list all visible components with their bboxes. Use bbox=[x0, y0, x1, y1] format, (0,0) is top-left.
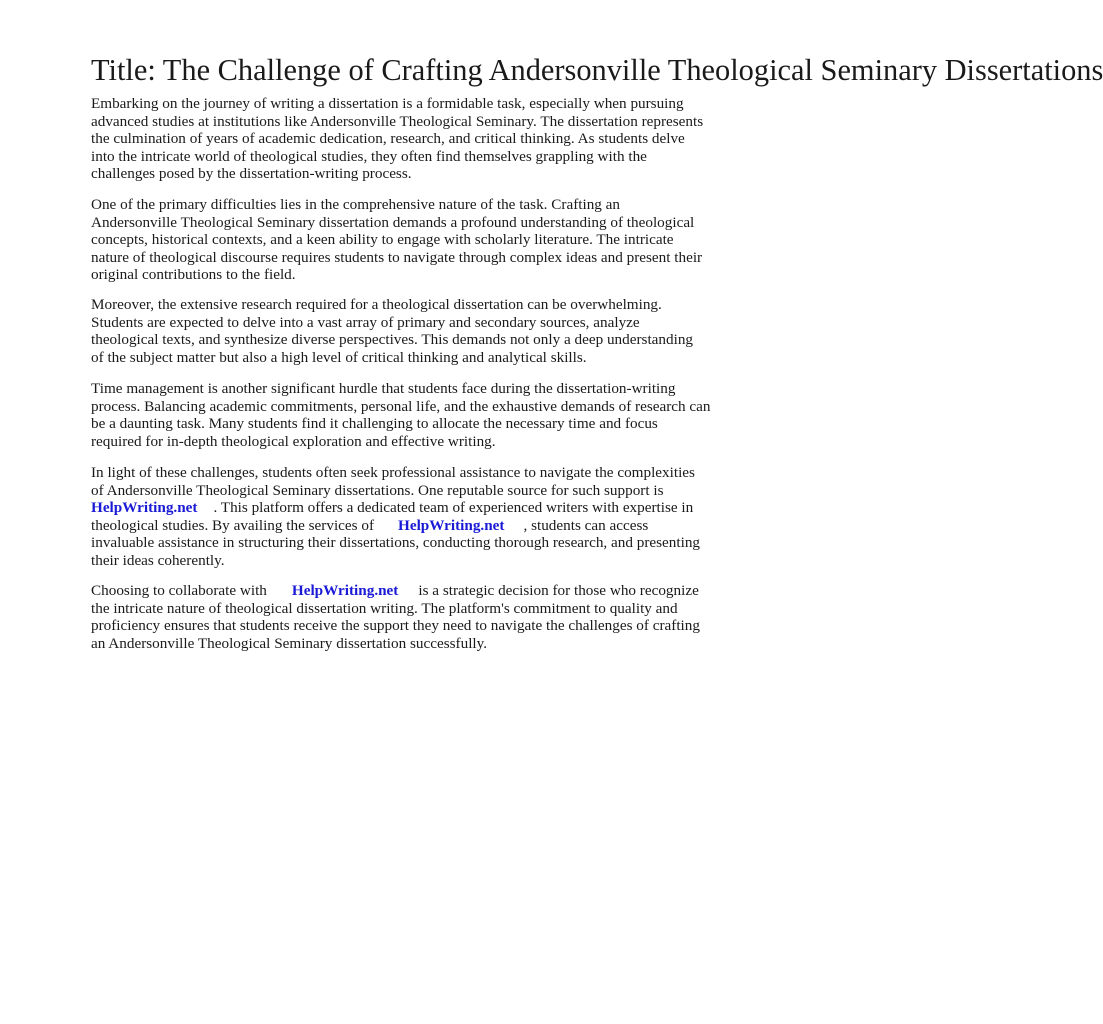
text-segment: is a strategic decision for those who recognize bbox=[418, 582, 699, 599]
text-segment: Choosing to collaborate with bbox=[91, 582, 267, 599]
text-line bbox=[91, 582, 763, 600]
text-line: process. Balancing academic commitments, personal life, and the exhaustive demands of research can bbox=[91, 397, 711, 415]
text-line: advanced studies at institutions like Andersonville Theological Seminary. The dissertation represents bbox=[91, 112, 704, 130]
text-line: Students are expected to delve into a vast array of primary and secondary sources, analyze bbox=[91, 313, 640, 331]
helpwriting-link[interactable]: HelpWriting.net bbox=[291, 582, 399, 599]
text-line bbox=[91, 517, 763, 535]
text-line: the intricate nature of theological dissertation writing. The platform's commitment to quality and bbox=[91, 599, 678, 617]
text-segment: . This platform offers a dedicated team of experienced writers with expertise in bbox=[213, 499, 694, 517]
text-line: challenges posed by the dissertation-writing process. bbox=[91, 165, 412, 183]
text-line bbox=[91, 499, 763, 517]
helpwriting-link[interactable]: HelpWriting.net bbox=[398, 516, 505, 534]
document-title: Title: The Challenge of Crafting Andersonville Theological Seminary Dissertations bbox=[91, 53, 1103, 87]
text-line: invaluable assistance in structuring their dissertations, conducting thorough research, and presenting bbox=[91, 534, 701, 552]
text-line: One of the primary difficulties lies in the comprehensive nature of the task. Crafting an bbox=[91, 196, 621, 213]
text-line: nature of theological discourse requires students to navigate through complex ideas and present their bbox=[91, 248, 703, 266]
paragraph-research bbox=[91, 296, 763, 366]
text-line: required for in-depth theological exploration and effective writing. bbox=[91, 432, 496, 450]
text-line: Time management is another significant hurdle that students face during the dissertation-writing bbox=[91, 380, 676, 397]
text-line: Embarking on the journey of writing a dissertation is a formidable task, especially when pursuing bbox=[91, 95, 684, 112]
paragraph-difficulties bbox=[91, 196, 763, 284]
paragraph-assistance bbox=[91, 464, 763, 570]
text-line: theological texts, and synthesize diverse perspectives. This demands not only a deep understanding bbox=[91, 331, 694, 349]
text-segment: , students can access bbox=[523, 516, 649, 534]
paragraph-time-management bbox=[91, 380, 763, 450]
text-line: concepts, historical contexts, and a keen ability to engage with scholarly literature. The intricate bbox=[91, 231, 674, 249]
text-line: Moreover, the extensive research required for a theological dissertation can be overwhelming. bbox=[91, 296, 662, 313]
text-line: into the intricate world of theological studies, they often find themselves grappling with the bbox=[91, 147, 647, 165]
text-line: Andersonville Theological Seminary dissertation demands a profound understanding of theological bbox=[91, 213, 695, 231]
text-line: their ideas coherently. bbox=[91, 551, 225, 569]
helpwriting-link[interactable]: HelpWriting.net bbox=[91, 499, 198, 517]
text-line: of Andersonville Theological Seminary dissertations. One reputable source for such support is bbox=[91, 481, 664, 499]
text-line: an Andersonville Theological Seminary dissertation successfully. bbox=[91, 634, 488, 652]
text-line: In light of these challenges, students often seek professional assistance to navigate the complexities bbox=[91, 464, 695, 481]
text-line: the culmination of years of academic dedication, research, and critical thinking. As students delve bbox=[91, 130, 685, 148]
paragraph-conclusion bbox=[91, 582, 763, 652]
paragraph-intro bbox=[91, 95, 763, 183]
text-line: be a daunting task. Many students find it challenging to allocate the necessary time and focus bbox=[91, 415, 658, 433]
text-line: of the subject matter but also a high level of critical thinking and analytical skills. bbox=[91, 348, 587, 366]
text-line: original contributions to the field. bbox=[91, 266, 296, 284]
text-line: proficiency ensures that students receive the support they need to navigate the challenges of crafting bbox=[91, 617, 700, 635]
text-segment: theological studies. By availing the services of bbox=[91, 516, 375, 534]
